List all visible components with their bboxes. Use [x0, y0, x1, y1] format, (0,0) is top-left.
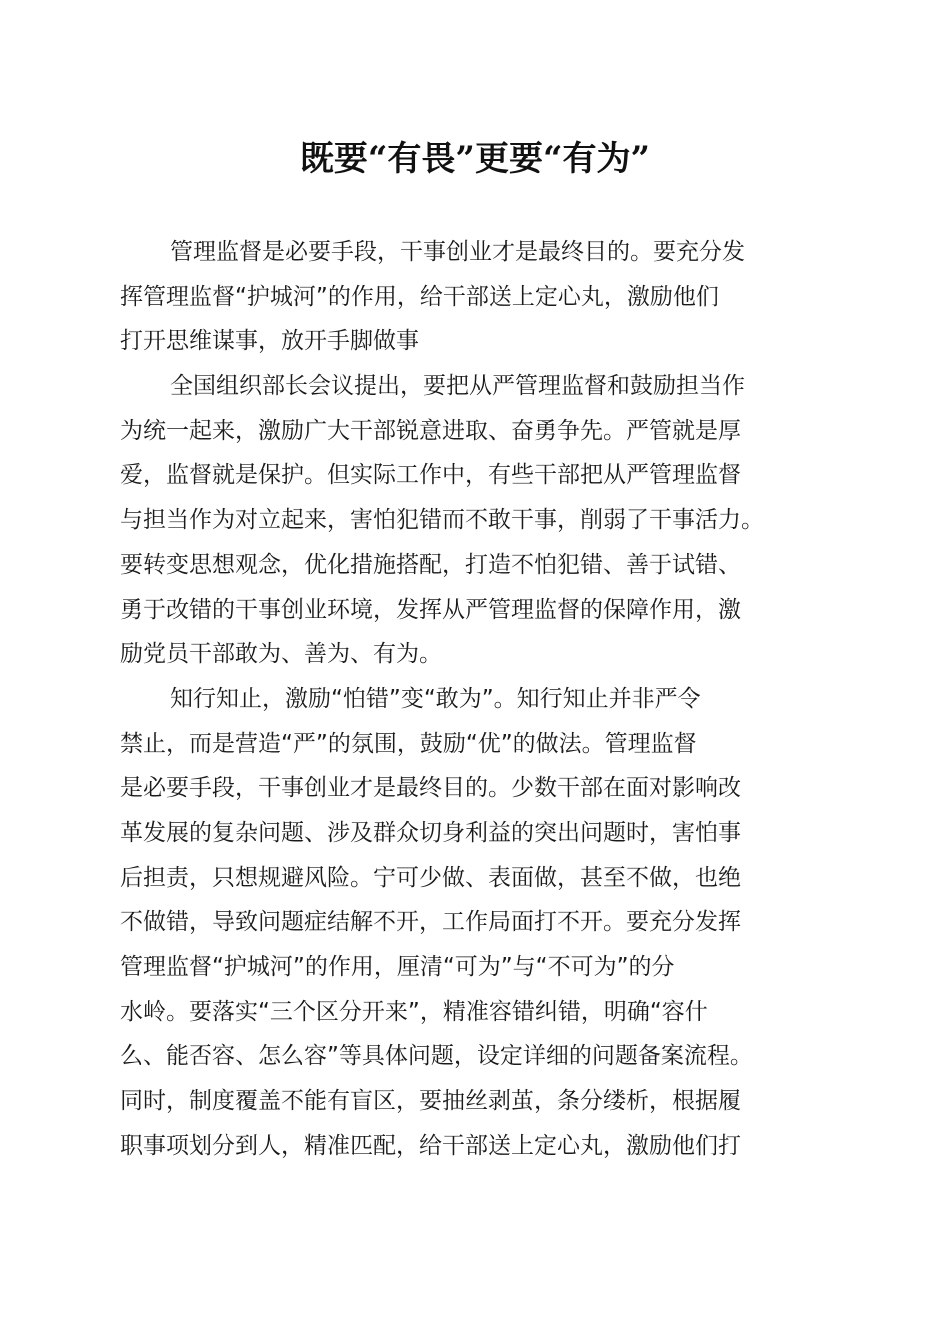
text-line: 为统一起来，激励广大干部锐意进取、奋勇争先。严管就是厚: [120, 417, 741, 444]
text-line: 全国组织部长会议提出，要把从严管理监督和鼓励担当作: [170, 373, 745, 400]
text-line: 管理监督是必要手段，干事创业才是最终目的。要充分发: [170, 239, 745, 265]
text-line: 是必要手段，干事创业才是最终目的。少数干部在面对影响改: [120, 775, 741, 802]
text-line: 后担责，只想规避风险。宁可少做、表面做，甚至不做，也绝: [120, 864, 741, 891]
text-line: 挥管理监督“护城河”的作用，给干部送上定心丸，激励他们: [120, 283, 719, 310]
text-line: 水岭。要落实“三个区分开来”，精准容错纠错，明确“容什: [120, 998, 708, 1025]
document-body: [120, 230, 830, 1168]
document-title: 既要“有畏”更要“有为”: [299, 139, 651, 179]
text-line: 爱，监督就是保护。但实际工作中，有些干部把从严管理监督: [120, 462, 741, 489]
text-line: 要转变思想观念，优化措施搭配，打造不怕犯错、善于试错、: [120, 551, 741, 578]
text-line: 么、能否容、怎么容”等具体问题，设定详细的问题备案流程。: [120, 1043, 753, 1070]
text-line: 管理监督“护城河”的作用，厘清“可为”与“不可为”的分: [120, 954, 675, 980]
text-line: 励党员干部敢为、善为、有为。: [120, 641, 442, 668]
text-line: 勇于改错的干事创业环境，发挥从严管理监督的保障作用，激: [120, 596, 741, 623]
text-line: 革发展的复杂问题、涉及群众切身利益的突出问题时，害怕事: [120, 819, 741, 846]
text-line: 打开思维谋事，放开手脚做事: [120, 328, 419, 355]
text-line: 同时，制度覆盖不能有盲区，要抽丝剥茧，条分缕析，根据履: [120, 1088, 741, 1115]
text-line: 与担当作为对立起来，害怕犯错而不敢干事，削弱了干事活力。: [120, 507, 764, 534]
text-line: 不做错，导致问题症结解不开，工作局面打不开。要充分发挥: [120, 909, 741, 936]
text-line: 职事项划分到人，精准匹配，给干部送上定心丸，激励他们打: [120, 1132, 741, 1159]
text-line: 知行知止，激励“怕错”变“敢为”。知行知止并非严令: [170, 685, 701, 712]
text-line: 禁止，而是营造“严”的氛围，鼓励“优”的做法。管理监督: [120, 730, 697, 757]
